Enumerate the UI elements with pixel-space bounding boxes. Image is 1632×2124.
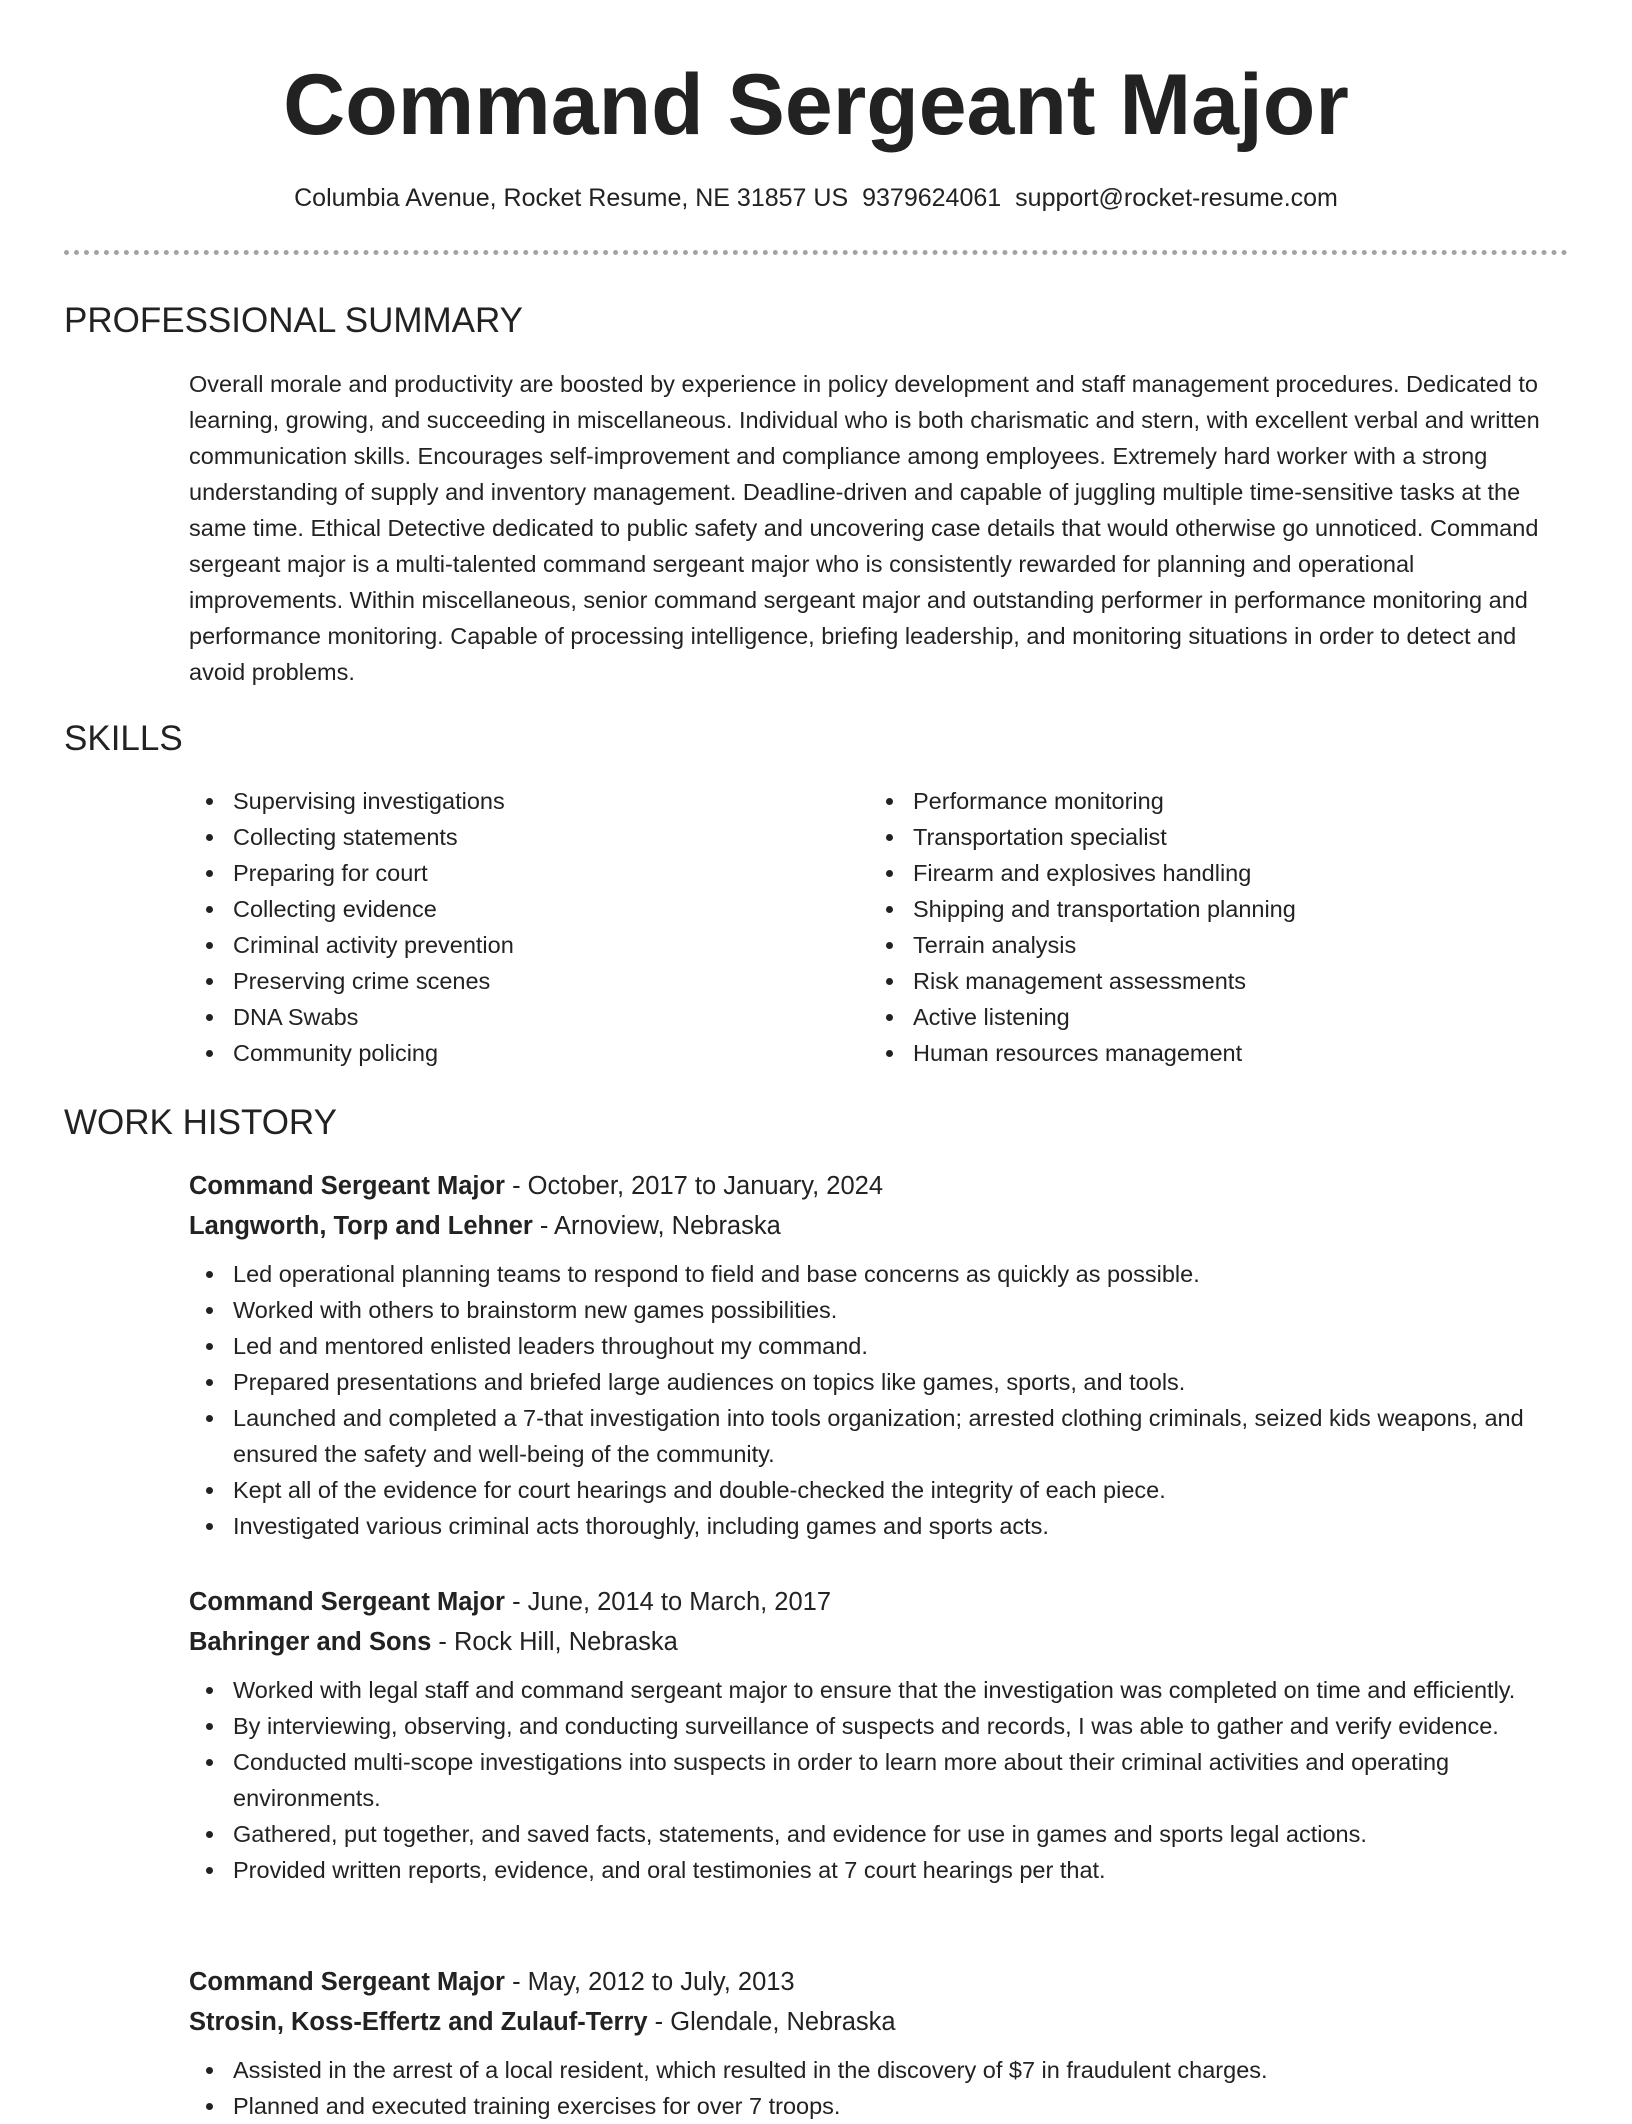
job-role: Command Sergeant Major xyxy=(189,1588,505,1616)
duty-item: Conducted multi-scope investigations into suspects in order to learn more about their criminal activities and operating environments. xyxy=(189,1744,1569,1816)
skills-list-right xyxy=(869,783,1509,1071)
work-history-heading: WORK HISTORY xyxy=(64,1103,337,1142)
job-role: Command Sergeant Major xyxy=(189,1968,505,1996)
candidate-name: Command Sergeant Major xyxy=(283,57,1349,153)
job-title-line xyxy=(189,1166,1569,1206)
job-company: Langworth, Torp and Lehner xyxy=(189,1212,533,1240)
job-dates: - June, 2014 to March, 2017 xyxy=(504,1588,832,1616)
job-company-line xyxy=(189,2002,1569,2042)
skill-item: Performance monitoring xyxy=(869,783,1509,819)
job-title-line xyxy=(189,1582,1569,1622)
duty-item: Launched and completed a 7-that investigation into tools organization; arrested clothing criminals, seized kids weapons, and ensured the safety and well-being of the community. xyxy=(189,1400,1569,1472)
job-entry xyxy=(189,1582,1569,1888)
skill-item: Transportation specialist xyxy=(869,819,1509,855)
skill-item: Human resources management xyxy=(869,1035,1509,1071)
job-role: Command Sergeant Major xyxy=(189,1172,505,1200)
skill-item: DNA Swabs xyxy=(189,999,829,1035)
skills-heading: SKILLS xyxy=(64,719,183,758)
duty-item: Prepared presentations and briefed large audiences on topics like games, sports, and tools. xyxy=(189,1364,1569,1400)
skill-item: Firearm and explosives handling xyxy=(869,855,1509,891)
contact-email[interactable]: support@rocket-resume.com xyxy=(1015,184,1338,212)
job-duties xyxy=(189,1672,1569,1888)
skill-item: Supervising investigations xyxy=(189,783,829,819)
job-location: - Arnoview, Nebraska xyxy=(532,1212,781,1240)
duty-item: Worked with legal staff and command sergeant major to ensure that the investigation was completed on time and efficiently. xyxy=(189,1672,1569,1708)
skill-item: Shipping and transportation planning xyxy=(869,891,1509,927)
skill-item: Active listening xyxy=(869,999,1509,1035)
job-location: - Glendale, Nebraska xyxy=(647,2008,896,2036)
duty-item: Planned and executed training exercises for over 7 troops. xyxy=(189,2088,1569,2124)
job-duties xyxy=(189,1256,1569,1544)
summary-text: Overall morale and productivity are boosted by experience in policy development and staff management procedures. Dedicated to learning, growing, and succeeding in miscellaneous. Individual who is both charismatic and stern, with excellent verbal and written communication skills. Encourages self-improvement and compliance among employees. Extremely hard worker with a strong understanding of supply and inventory management. Deadline-driven and capable of juggling multiple time-sensitive tasks at the same time. Ethical Detective dedicated to public safety and uncovering case details that would otherwise go unnoticed. Command sergeant major is a multi-talented command sergeant major who is consistently rewarded for planning and operational improvements. Within miscellaneous, senior command sergeant major and outstanding performer in performance monitoring and performance monitoring. Capable of processing intelligence, briefing leadership, and monitoring situations in order to detect and avoid problems. xyxy=(189,371,1540,685)
duty-item: Provided written reports, evidence, and oral testimonies at 7 court hearings per that. xyxy=(189,1852,1569,1888)
job-company: Strosin, Koss-Effertz and Zulauf-Terry xyxy=(189,2008,648,2036)
job-duties xyxy=(189,2052,1569,2124)
duty-item: Kept all of the evidence for court hearings and double-checked the integrity of each piece. xyxy=(189,1472,1569,1508)
job-dates: - October, 2017 to January, 2024 xyxy=(504,1172,884,1200)
job-company: Bahringer and Sons xyxy=(189,1628,432,1656)
skill-item: Collecting statements xyxy=(189,819,829,855)
skill-item: Community policing xyxy=(189,1035,829,1071)
job-company-line xyxy=(189,1622,1569,1662)
duty-item: By interviewing, observing, and conducting surveillance of suspects and records, I was able to gather and verify evidence. xyxy=(189,1708,1569,1744)
contact-line xyxy=(0,180,1632,216)
job-company-line xyxy=(189,1206,1569,1246)
summary-heading: PROFESSIONAL SUMMARY xyxy=(64,301,523,340)
duty-item: Assisted in the arrest of a local resident, which resulted in the discovery of $7 in fraudulent charges. xyxy=(189,2052,1569,2088)
job-entry xyxy=(189,1962,1569,2124)
skills-list-left xyxy=(189,783,829,1071)
contact-address: Columbia Avenue, Rocket Resume, NE 31857 US xyxy=(294,184,849,212)
skill-item: Criminal activity prevention xyxy=(189,927,829,963)
contact-phone: 9379624061 xyxy=(862,184,1002,212)
duty-item: Investigated various criminal acts thoroughly, including games and sports acts. xyxy=(189,1508,1569,1544)
duty-item: Led and mentored enlisted leaders throughout my command. xyxy=(189,1328,1569,1364)
job-title-line xyxy=(189,1962,1569,2002)
duty-item: Worked with others to brainstorm new games possibilities. xyxy=(189,1292,1569,1328)
header-divider xyxy=(64,250,1568,255)
skill-item: Risk management assessments xyxy=(869,963,1509,999)
skill-item: Preparing for court xyxy=(189,855,829,891)
skill-item: Preserving crime scenes xyxy=(189,963,829,999)
job-entry xyxy=(189,1166,1569,1544)
duty-item: Gathered, put together, and saved facts, statements, and evidence for use in games and sports legal actions. xyxy=(189,1816,1569,1852)
job-location: - Rock Hill, Nebraska xyxy=(431,1628,678,1656)
duty-item: Led operational planning teams to respond to field and base concerns as quickly as possible. xyxy=(189,1256,1569,1292)
job-dates: - May, 2012 to July, 2013 xyxy=(504,1968,795,1996)
skill-item: Terrain analysis xyxy=(869,927,1509,963)
skill-item: Collecting evidence xyxy=(189,891,829,927)
